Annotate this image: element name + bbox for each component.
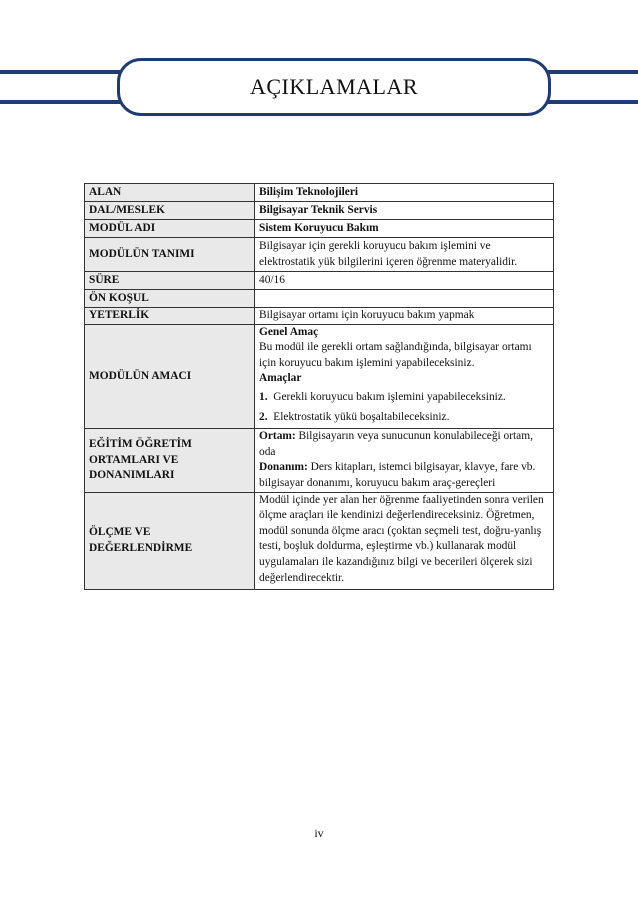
table-row-sure bbox=[85, 272, 554, 290]
header-banner bbox=[117, 58, 551, 116]
ortam-value bbox=[255, 429, 554, 492]
alan-value: Bilişim Teknolojileri bbox=[255, 184, 554, 202]
module-info-table bbox=[84, 183, 554, 590]
page-title: AÇIKLAMALAR bbox=[249, 74, 419, 99]
yeterlik-value: Bilgisayar ortamı için koruyucu bakım yapmak bbox=[255, 308, 554, 325]
page-number: iv bbox=[314, 826, 324, 840]
genel-amac-text: Bu modül ile gerekli ortam sağlandığında, bilgisayar ortamı için koruyucu bakım işlemini yapabileceksiniz. bbox=[259, 341, 532, 369]
ortam-text: Bilgisayarın veya sunucunun konulabileceği ortam, oda bbox=[259, 430, 533, 458]
genel-amac-title: Genel Amaç bbox=[259, 325, 319, 338]
table-row-dal bbox=[85, 202, 554, 220]
ortam-line bbox=[259, 429, 549, 460]
amac-item-text: Gerekli koruyucu bakım işlemini yapabileceksiniz. bbox=[273, 390, 506, 403]
sure-value: 40/16 bbox=[255, 272, 554, 290]
amac-item-number: 1. bbox=[259, 390, 268, 403]
sure-label: SÜRE bbox=[85, 272, 255, 290]
modul-adi-value: Sistem Koruyucu Bakım bbox=[255, 220, 554, 238]
donanim-text: Ders kitapları, istemci bilgisayar, klavye, fare vb. bilgisayar donanımı, koruyucu bakım araç-gereçleri bbox=[259, 461, 536, 489]
amac-item bbox=[259, 407, 549, 429]
table-row-alan bbox=[85, 184, 554, 202]
on-kosul-value bbox=[255, 290, 554, 308]
donanim-title: Donanım: bbox=[259, 461, 308, 474]
amac-item bbox=[259, 387, 549, 407]
amac-label: MODÜLÜN AMACI bbox=[85, 324, 255, 429]
ortam-title: Ortam: bbox=[259, 430, 296, 443]
dal-label: DAL/MESLEK bbox=[85, 202, 255, 220]
on-kosul-label: ÖN KOŞUL bbox=[85, 290, 255, 308]
olcme-label: ÖLÇME VE DEĞERLENDİRME bbox=[85, 492, 255, 590]
alan-label: ALAN bbox=[85, 184, 255, 202]
table-row-ortam bbox=[85, 429, 554, 492]
dal-value: Bilgisayar Teknik Servis bbox=[255, 202, 554, 220]
tanim-label: MODÜLÜN TANIMI bbox=[85, 238, 255, 272]
tanim-value: Bilgisayar için gerekli koruyucu bakım işlemini ve elektrostatik yük bilgilerini içeren öğrenme materyalidir. bbox=[255, 238, 554, 272]
table-row-on-kosul bbox=[85, 290, 554, 308]
amac-item-text: Elektrostatik yükü boşaltabileceksiniz. bbox=[273, 410, 450, 423]
olcme-value: Modül içinde yer alan her öğrenme faaliyetinden sonra verilen ölçme araçları ile kendinizi değerlendireceksiniz. Öğretmen, modül sonunda ölçme aracı (çoktan seçmeli test, doğru-yanlış testi, boşluk doldurma, eşleştirme vb.) kullanarak modül uygulamaları ile kazandığınız bilgi ve becerileri ölçerek sizi değerlendirecektir. bbox=[255, 492, 554, 590]
table-row-modul-adi bbox=[85, 220, 554, 238]
amaclar-title: Amaçlar bbox=[259, 372, 302, 385]
table-row-yeterlik bbox=[85, 308, 554, 325]
table-row-tanim bbox=[85, 238, 554, 272]
table-row-olcme bbox=[85, 492, 554, 590]
amac-item-number: 2. bbox=[259, 410, 268, 423]
table-row-amac bbox=[85, 324, 554, 429]
ortam-label: EĞİTİM ÖĞRETİM ORTAMLARI VE DONANIMLARI bbox=[85, 429, 255, 492]
yeterlik-label: YETERLİK bbox=[85, 308, 255, 325]
modul-adi-label: MODÜL ADI bbox=[85, 220, 255, 238]
donanim-line bbox=[259, 460, 549, 491]
amac-value bbox=[255, 324, 554, 429]
